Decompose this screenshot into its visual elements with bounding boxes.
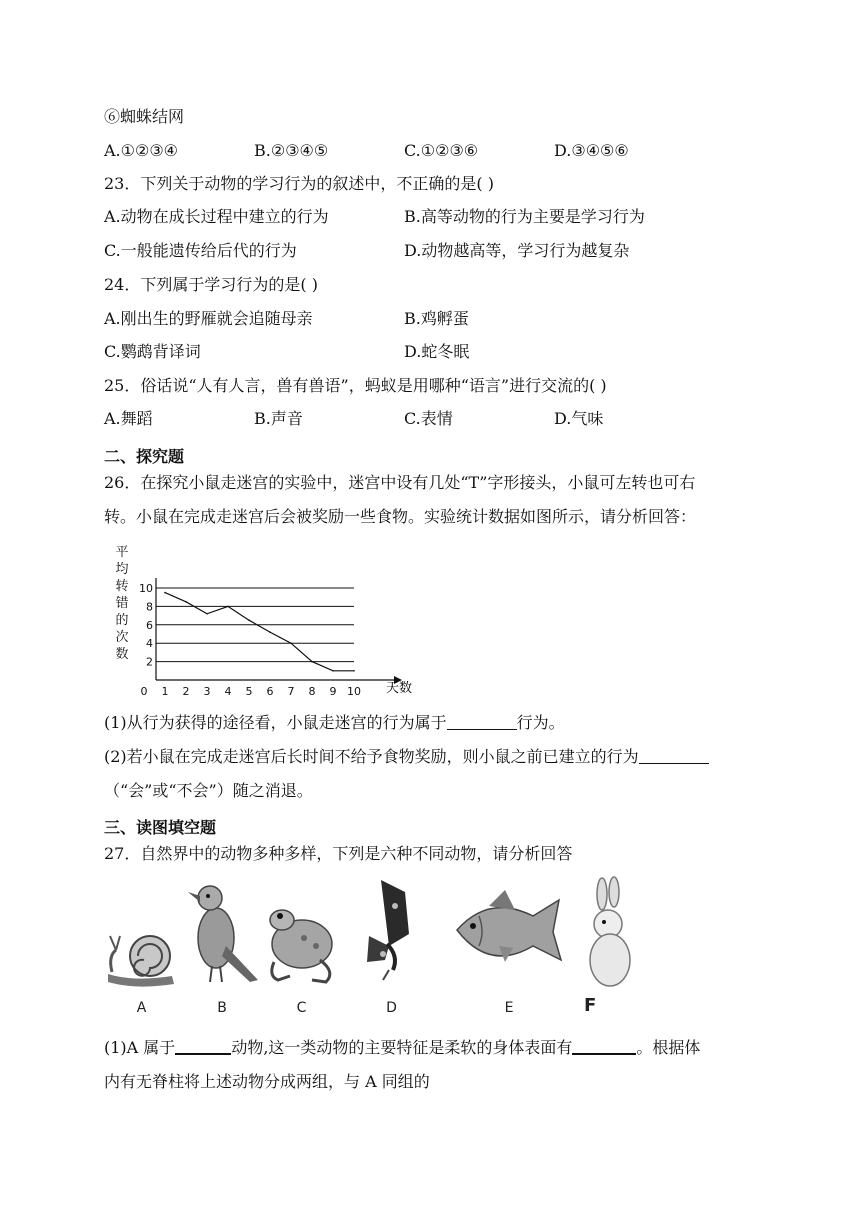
q27-sub1-blank1[interactable] — [175, 1037, 231, 1055]
ylabel-char: 的 — [115, 613, 129, 628]
ylabel-char: 转 — [115, 579, 129, 594]
x-tick-label: 2 — [182, 685, 190, 698]
q22-option-a: A.①②③④ — [104, 141, 179, 160]
animal-f — [584, 876, 634, 1016]
animal-a-label: A — [136, 1000, 147, 1016]
q26-sub2-blank[interactable] — [639, 747, 709, 764]
x-tick-label: 7 — [287, 685, 295, 698]
q27-stem: 27．自然界中的动物多种多样，下列是六种不同动物，请分析回答 — [104, 844, 573, 863]
q26-sub1-text-b: 行为。 — [516, 713, 565, 732]
q22-item6: ⑥蜘蛛结网 — [104, 107, 185, 126]
q22-option-c: C.①②③⑥ — [404, 141, 479, 160]
section-heading-3: 三、读图填空题 — [104, 818, 217, 837]
chart-series — [164, 592, 355, 672]
x-tick-label: 3 — [203, 685, 211, 698]
fish-icon — [449, 876, 569, 991]
animal-c-label: C — [296, 1000, 307, 1016]
y-tick-label: 8 — [146, 600, 153, 614]
data-point — [353, 670, 355, 672]
data-point — [248, 619, 250, 621]
chart-axes — [156, 578, 402, 684]
x-tick-label: 6 — [266, 685, 274, 698]
q26-stem-line2: 转。小鼠在完成走迷宫后会被奖励一些食物。实验统计数据如图所示，请分析回答： — [104, 507, 697, 526]
q24-option-a: A.刚出生的野雁就会追随母亲 — [104, 309, 313, 328]
q23-option-a: A.动物在成长过程中建立的行为 — [104, 207, 329, 226]
q27-sub1-text-a: (1)A 属于 — [104, 1038, 176, 1057]
q23-stem: 23．下列关于动物的学习行为的叙述中，不正确的是( ) — [104, 174, 494, 193]
q26-sub2-text-a: (2)若小鼠在完成走迷宫后长时间不给予食物奖励，则小鼠之前已建立的行为 — [104, 747, 639, 766]
butterfly-icon — [359, 876, 424, 991]
q27-sub1-blank2[interactable] — [572, 1037, 636, 1055]
y-tick-label: 2 — [146, 655, 153, 669]
q26-sub1-blank[interactable] — [447, 713, 517, 730]
ylabel-char: 数 — [115, 647, 129, 662]
q24-option-d: D.蛇冬眠 — [404, 342, 470, 361]
x-tick-label: 4 — [224, 685, 232, 698]
animal-d — [359, 876, 424, 1016]
x-tick-label: 5 — [245, 685, 253, 698]
chart-gridlines — [156, 588, 354, 662]
section-heading-2: 二、探究题 — [104, 447, 185, 466]
q23-option-c: C.一般能遗传给后代的行为 — [104, 241, 297, 260]
maze-error-chart — [104, 540, 424, 700]
x-tick-label: 1 — [161, 685, 169, 698]
bird-icon — [182, 876, 262, 991]
chart-xlabel: 天数 — [386, 681, 413, 696]
q27-sub1 — [104, 1037, 700, 1059]
animal-f-label: F — [584, 995, 597, 1016]
q23-option-b: B.高等动物的行为主要是学习行为 — [404, 207, 645, 226]
q24-option-c: C.鹦鹉背译词 — [104, 342, 201, 361]
q25-stem: 25．俗话说“人有人言，兽有兽语”，蚂蚁是用哪种“语言”进行交流的( ) — [104, 376, 607, 395]
data-point — [164, 592, 166, 594]
q26-sub1 — [104, 712, 565, 734]
q24-option-b: B.鸡孵蛋 — [404, 309, 469, 328]
q22-option-d: D.③④⑤⑥ — [554, 141, 629, 160]
frog-icon — [264, 876, 339, 991]
ylabel-char: 均 — [115, 562, 129, 577]
x-tick-label: 9 — [329, 685, 337, 698]
data-point — [185, 601, 187, 603]
animal-e — [449, 876, 569, 1016]
q23-option-d: D.动物越高等，学习行为越复杂 — [404, 241, 630, 260]
animal-b — [182, 876, 262, 1016]
q22-option-b: B.②③④⑤ — [254, 141, 329, 160]
snail-icon — [104, 876, 179, 991]
y-tick-label: 4 — [146, 637, 153, 651]
q27-sub1-line2: 内有无脊柱将上述动物分成两组，与 A 同组的 — [104, 1072, 430, 1091]
x-tick-label: 8 — [308, 685, 316, 698]
q24-stem: 24．下列属于学习行为的是( ) — [104, 275, 318, 294]
x-tick-label: 10 — [347, 685, 361, 698]
animal-figure — [104, 876, 644, 1016]
q27-sub1-text-b: 动物,这一类动物的主要特征是柔软的身体表面有 — [231, 1038, 573, 1057]
y-tick-label: 10 — [139, 582, 153, 595]
chart-y-ticks — [139, 582, 153, 669]
ylabel-char: 平 — [115, 545, 129, 560]
q25-option-b: B.声音 — [254, 409, 303, 428]
data-point — [290, 642, 292, 644]
chart-ylabel — [115, 545, 128, 662]
q26-sub2-tail: （“会”或“不会”）随之消退。 — [104, 781, 313, 800]
animal-a — [104, 876, 179, 1016]
data-point — [269, 631, 271, 633]
chart-x-ticks — [141, 685, 362, 698]
y-tick-label: 6 — [146, 618, 153, 632]
q25-option-c: C.表情 — [404, 409, 453, 428]
data-point — [332, 670, 334, 672]
data-point — [227, 606, 229, 608]
q25-option-a: A.舞蹈 — [104, 409, 153, 428]
q26-stem-line1: 26．在探究小鼠走迷宫的实验中，迷宫中设有几处“T”字形接头，小鼠可左转也可右 — [104, 473, 696, 492]
data-point — [311, 661, 313, 663]
animal-c — [264, 876, 339, 1016]
animal-e-label: E — [504, 1000, 514, 1016]
series-line — [165, 593, 354, 671]
q26-sub1-text-a: (1)从行为获得的途径看，小鼠走迷宫的行为属于 — [104, 713, 447, 732]
ylabel-char: 错 — [115, 596, 129, 611]
ylabel-char: 次 — [115, 630, 129, 645]
q26-sub2 — [104, 746, 709, 768]
q27-sub1-text-c: 。根据体 — [636, 1038, 701, 1057]
q25-option-d: D.气味 — [554, 409, 604, 428]
animal-b-label: B — [217, 1000, 227, 1016]
x-tick-label: 0 — [140, 685, 148, 698]
data-point — [206, 613, 208, 615]
animal-d-label: D — [386, 1000, 397, 1016]
rabbit-icon — [584, 876, 634, 996]
